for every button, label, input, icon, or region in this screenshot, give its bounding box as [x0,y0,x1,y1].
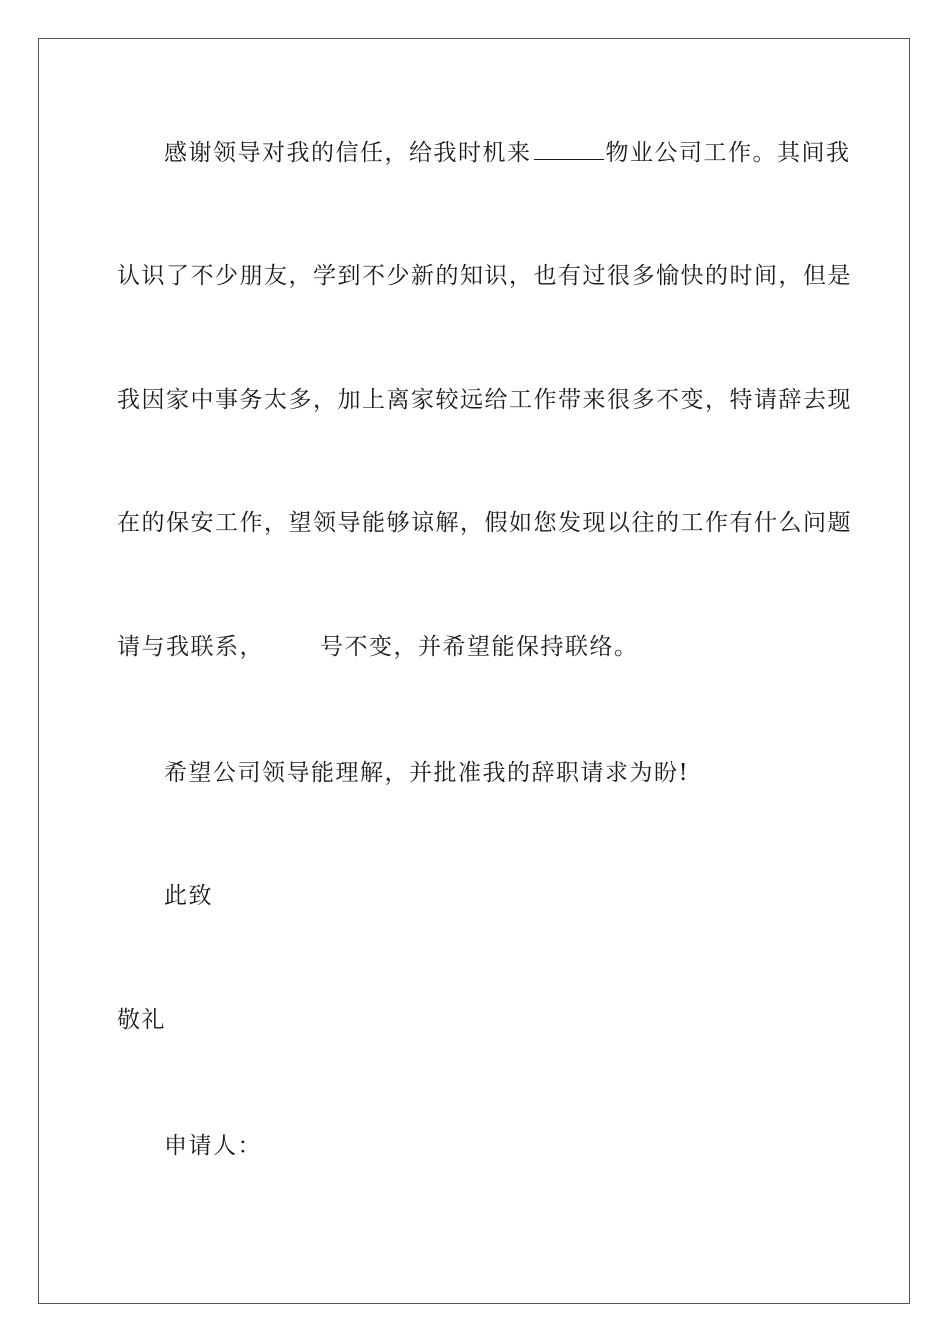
line-5-text-before: 请与我联系， [117,634,264,660]
company-name-blank [534,137,604,160]
line-5-text-after: 号不变，并希望能保持联络。 [320,634,639,660]
page-frame [38,38,910,1304]
salutation-text: 敬礼 [117,1007,166,1033]
paragraph-1-line-1 [164,137,851,168]
paragraph-1-line-4: 在的保安工作，望领导能够谅解，假如您发现以往的工作有什么问题 [117,510,852,536]
line-1-text-after: 物业公司工作。其间我 [605,140,851,166]
line-1-text-before: 感谢领导对我的信任，给我时机来 [164,140,532,166]
closing-text: 此致 [164,883,213,909]
applicant-label: 申请人： [164,1133,262,1159]
paragraph-1-line-2: 认识了不少朋友，学到不少新的知识，也有过很多愉快的时间，但是 [117,263,852,289]
paragraph-1-line-3: 我因家中事务太多，加上离家较远给工作带来很多不变，特请辞去现 [117,387,852,413]
paragraph-1-line-5 [117,632,639,662]
paragraph-2: 希望公司领导能理解，并批准我的辞职请求为盼! [164,760,690,786]
